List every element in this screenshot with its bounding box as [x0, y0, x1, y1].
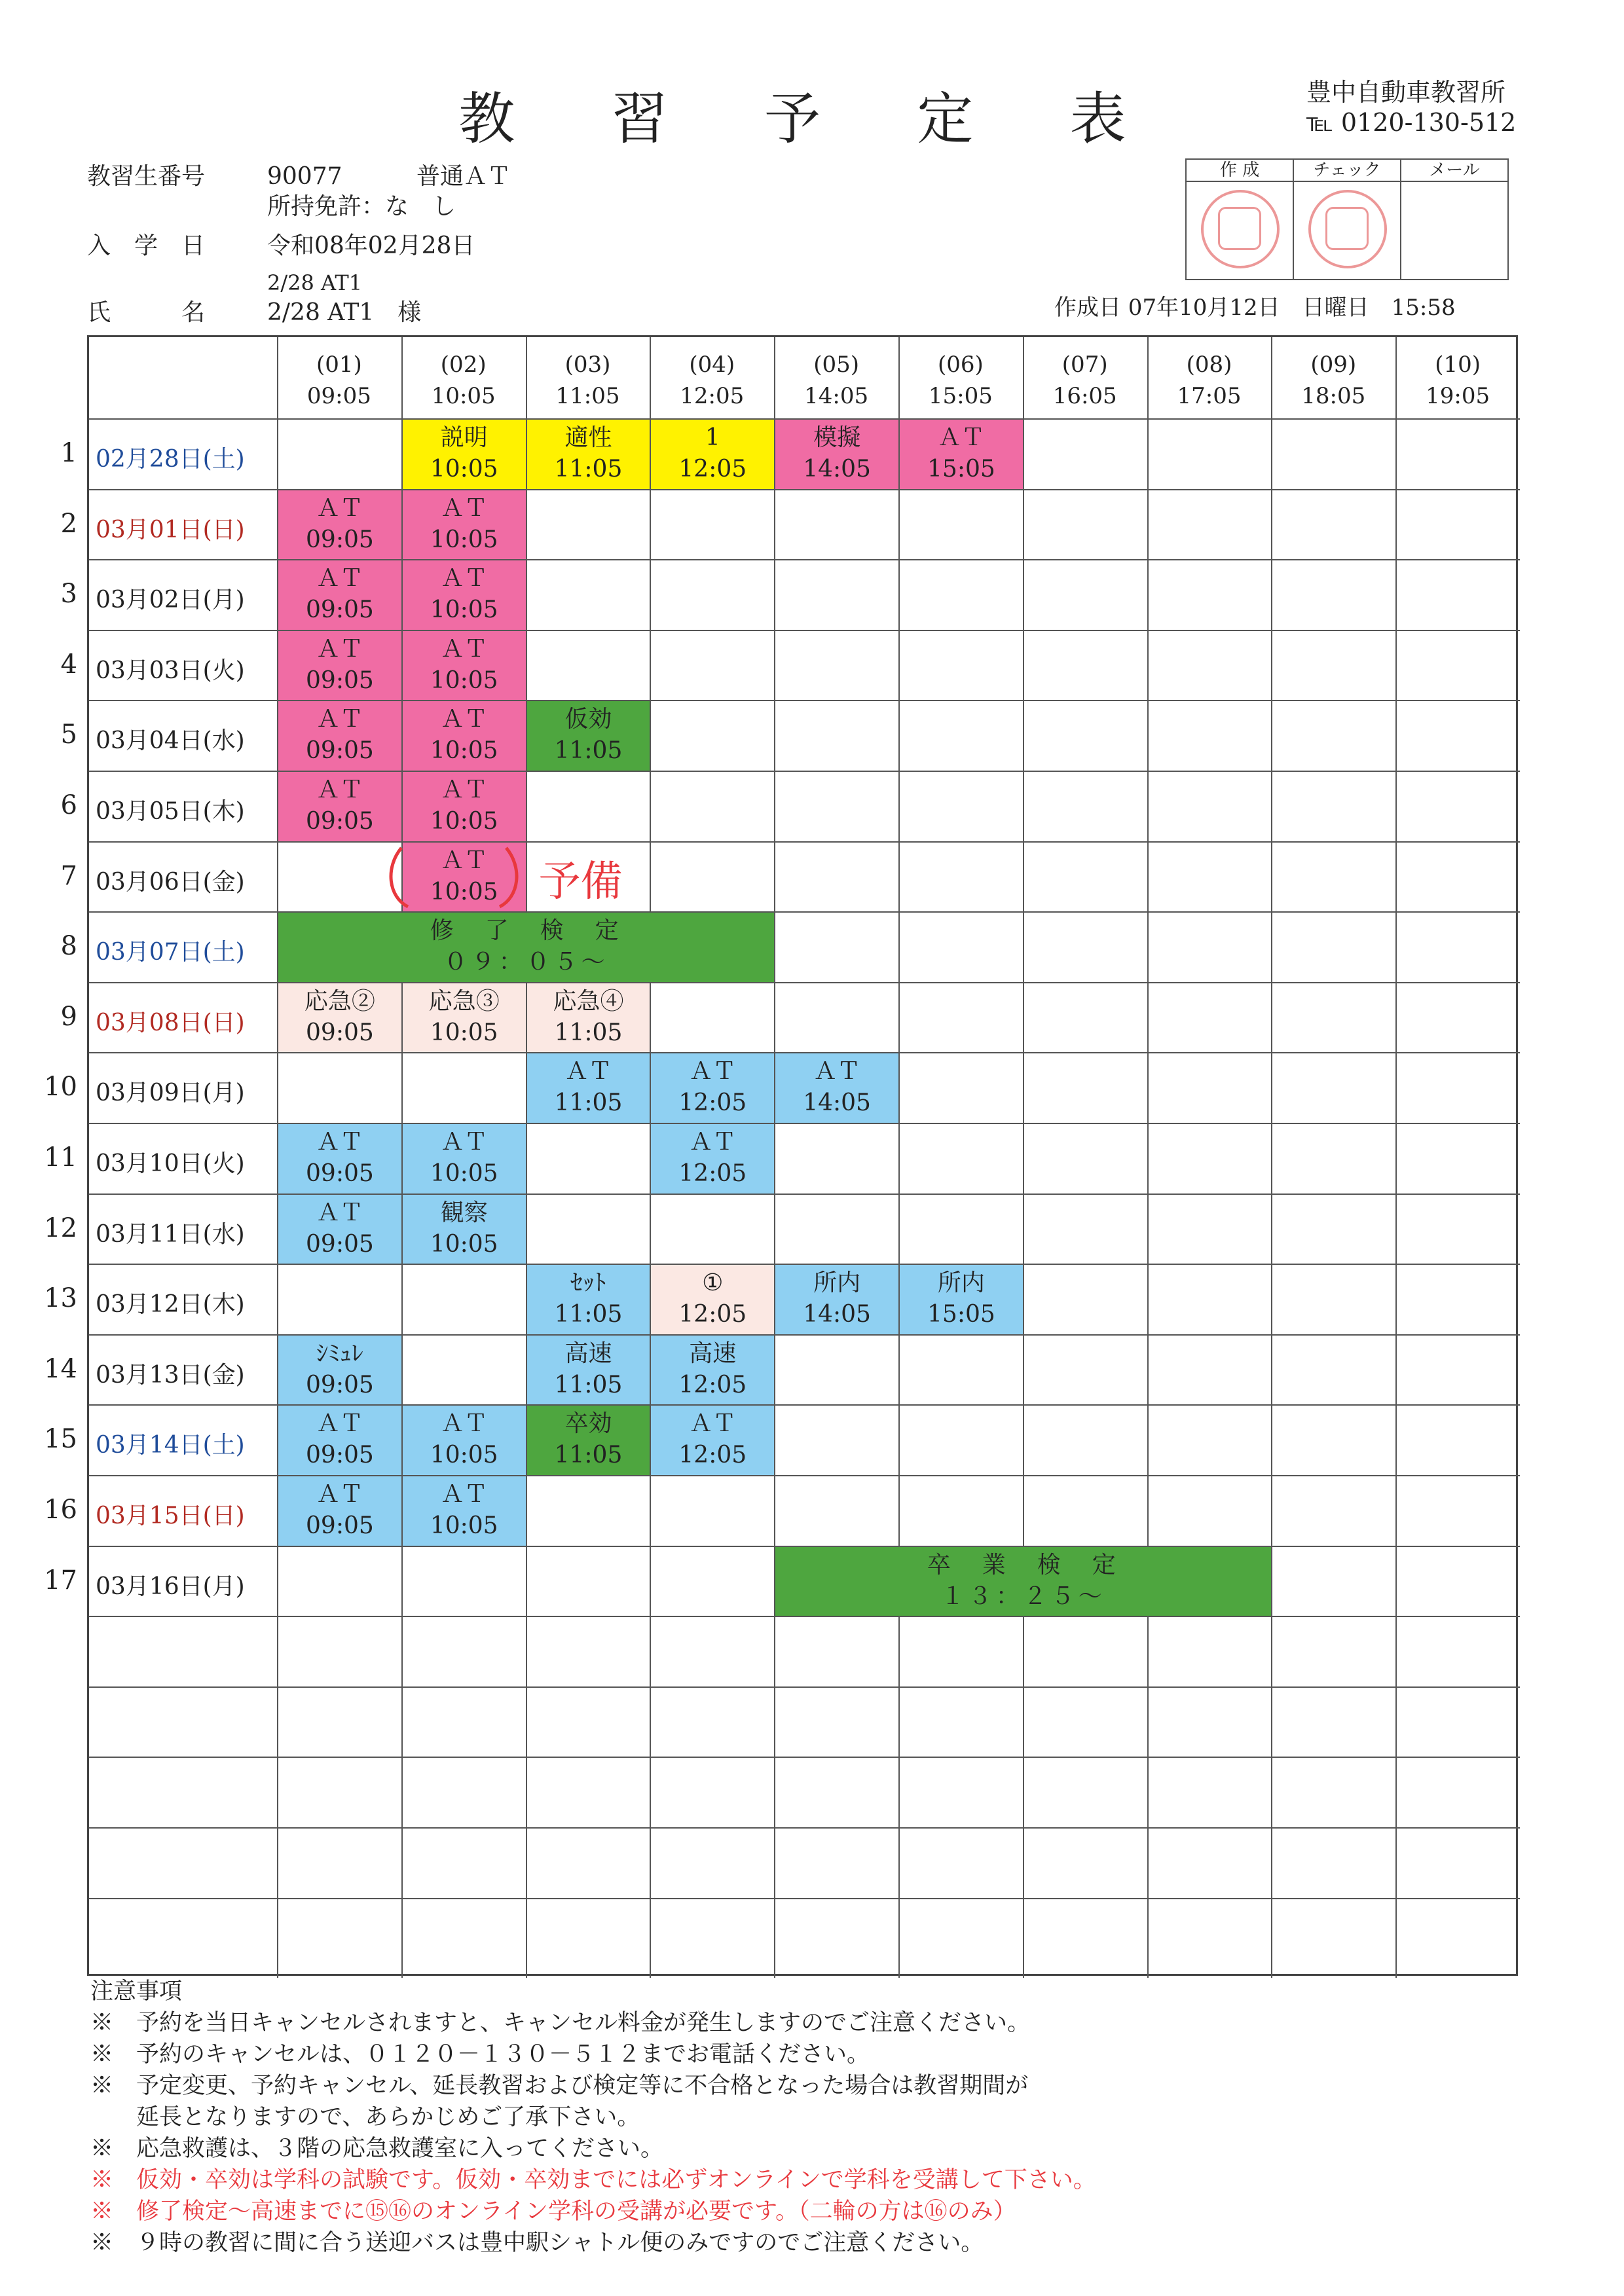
- stamp-col-mail: [1401, 160, 1507, 279]
- row-date: 03月11日(水): [96, 1220, 245, 1248]
- schedule-event[interactable]: ｾｯﾄ 11:05: [527, 1265, 650, 1334]
- schedule-event[interactable]: ＡＴ 10:05: [403, 631, 526, 701]
- schedule-event[interactable]: ＡＴ 11:05: [527, 1053, 650, 1123]
- schedule-event[interactable]: ＡＴ 09:05: [278, 1476, 401, 1546]
- row-number: 5: [60, 720, 77, 750]
- grid-col-line: [774, 337, 775, 1978]
- row-number: 9: [60, 1001, 77, 1032]
- row-date: 03月04日(水): [96, 727, 245, 755]
- row-number: 4: [60, 649, 77, 680]
- schedule-event[interactable]: ＡＴ 09:05: [278, 1124, 401, 1194]
- row-date: 03月03日(火): [96, 657, 245, 684]
- grid-row-line: [89, 1827, 1520, 1829]
- notes: [90, 1976, 1096, 2259]
- schedule-event[interactable]: ＡＴ 10:05: [403, 1406, 526, 1475]
- schedule-event[interactable]: 模擬 14:05: [775, 420, 898, 489]
- row-date: 03月01日(日): [96, 516, 245, 543]
- stamp-label: メール: [1401, 160, 1507, 182]
- column-header: (04) 12:05: [680, 352, 745, 409]
- note-item: ※ 予定変更、予約キャンセル、延長教習および検定等に不合格となった場合は教習期間が: [90, 2073, 1029, 2099]
- row-date: 03月09日(月): [96, 1080, 245, 1107]
- name-line2: 2/28 AT1 様: [267, 299, 422, 326]
- handwritten-circle: [382, 835, 526, 913]
- column-header: (09) 18:05: [1301, 352, 1366, 409]
- row-number: 3: [60, 579, 77, 610]
- column-header: (05) 14:05: [804, 352, 869, 409]
- row-date: 03月07日(土): [96, 939, 245, 966]
- schedule-event[interactable]: 観察 10:05: [403, 1195, 526, 1264]
- created-info: 作成日 07年10月12日 日曜日 15:58: [1054, 295, 1456, 321]
- schedule-event[interactable]: 1 12:05: [651, 420, 774, 489]
- note-item: ※ 予約のキャンセルは、０１２０－１３０－５１２までお電話ください。: [90, 2041, 870, 2068]
- row-number: 17: [44, 1565, 77, 1595]
- row-date: 03月14日(土): [96, 1432, 245, 1459]
- grid-row-line: [89, 841, 1520, 843]
- row-number: 8: [60, 931, 77, 962]
- row-date: 03月10日(火): [96, 1150, 245, 1177]
- schedule-event[interactable]: 卒 業 検 定 １３：２５～: [775, 1547, 1271, 1616]
- row-date: 02月28日(土): [96, 446, 245, 473]
- note-item: ※ 予約を当日キャンセルされますと、キャンセル料金が発生しますのでご注意ください。: [90, 2010, 1031, 2036]
- grid-row-line: [89, 1686, 1520, 1688]
- row-number: 2: [60, 508, 77, 539]
- stamp-box: [1185, 158, 1509, 280]
- grid-row-line: [89, 1616, 1520, 1617]
- row-number: 10: [44, 1072, 77, 1102]
- row-number: 11: [44, 1142, 77, 1173]
- stamp-col-create: [1187, 160, 1294, 279]
- name-label: 氏 名: [87, 299, 206, 326]
- schedule-event[interactable]: ＡＴ 09:05: [278, 1406, 401, 1475]
- grid-col-line: [898, 337, 900, 1978]
- seal-stamp: [1201, 190, 1280, 268]
- row-date: 03月16日(月): [96, 1573, 245, 1600]
- student-number-label: 教習生番号: [87, 163, 206, 190]
- schedule-event[interactable]: ＡＴ 10:05: [403, 701, 526, 771]
- row-date: 03月15日(日): [96, 1503, 245, 1529]
- school-name: 豊中自動車教習所: [1306, 78, 1506, 107]
- stamp-col-check: [1294, 160, 1401, 279]
- row-number: 15: [44, 1424, 77, 1455]
- schedule-event[interactable]: 応急④ 11:05: [527, 983, 650, 1053]
- schedule-event[interactable]: ＡＴ 12:05: [651, 1053, 774, 1123]
- schedule-event[interactable]: 高速 11:05: [527, 1336, 650, 1405]
- schedule-event[interactable]: 適性 11:05: [527, 420, 650, 489]
- note-item: 延長となりますので、あらかじめご了承下さい。: [90, 2104, 640, 2130]
- stamp-label: 作 成: [1187, 160, 1293, 182]
- schedule-event[interactable]: 応急③ 10:05: [403, 983, 526, 1053]
- schedule-event[interactable]: 応急② 09:05: [278, 983, 401, 1053]
- stamp-label: チェック: [1294, 160, 1400, 182]
- schedule-event[interactable]: ＡＴ 09:05: [278, 772, 401, 841]
- schedule-event[interactable]: ＡＴ 10:05: [403, 843, 526, 912]
- grid-col-line: [1395, 337, 1397, 1978]
- school-info: [1306, 77, 1516, 137]
- handwritten-note: 予備: [538, 857, 623, 906]
- row-number: 16: [44, 1495, 77, 1525]
- page-title: 教 習 予 定 表: [458, 86, 1166, 152]
- row-date: 03月02日(月): [96, 587, 245, 614]
- grid-row-line: [89, 1898, 1520, 1899]
- schedule-event[interactable]: ＡＴ 14:05: [775, 1053, 898, 1123]
- schedule-event[interactable]: 説明 10:05: [403, 420, 526, 489]
- schedule-event[interactable]: 所内 15:05: [900, 1265, 1023, 1334]
- schedule-event[interactable]: ＡＴ 10:05: [403, 1476, 526, 1546]
- schedule-event[interactable]: ＡＴ 10:05: [403, 1124, 526, 1194]
- schedule-event[interactable]: ｼﾐｭﾚ 09:05: [278, 1336, 401, 1405]
- schedule-event[interactable]: 所内 14:05: [775, 1265, 898, 1334]
- schedule-event[interactable]: ＡＴ 09:05: [278, 631, 401, 701]
- row-number: 14: [44, 1353, 77, 1384]
- notes-heading: 注意事項: [90, 1978, 183, 2005]
- row-date: 03月06日(金): [96, 868, 245, 896]
- course: 普通ＡＴ: [416, 163, 511, 190]
- note-item: ※ 修了検定～高速までに⑮⑯のオンライン学科の受講が必要です。（二輪の方は⑯のみ）: [90, 2198, 1016, 2225]
- schedule-event[interactable]: 修 了 検 定 ０９：０５～: [278, 913, 774, 982]
- grid-row-line: [89, 1757, 1520, 1758]
- note-item: ※ 仮効・卒効は学科の試験です。仮効・卒効までには必ずオンラインで学科を受講して下さい。: [90, 2167, 1096, 2193]
- note-item: ※ 応急救護は、３階の応急救護室に入ってください。: [90, 2136, 664, 2162]
- note-item: ※ ９時の教習に間に合う送迎バスは豊中駅シャトル便のみですのでご注意ください。: [90, 2230, 984, 2256]
- schedule-event[interactable]: ＡＴ 12:05: [651, 1406, 774, 1475]
- column-header: (01) 09:05: [306, 352, 371, 409]
- schedule-event[interactable]: ＡＴ 10:05: [403, 560, 526, 630]
- notes-list: [90, 2007, 1096, 2259]
- schedule-event[interactable]: 高速 12:05: [651, 1336, 774, 1405]
- schedule-event[interactable]: ＡＴ 09:05: [278, 701, 401, 771]
- row-number: 12: [44, 1212, 77, 1243]
- column-header: (08) 17:05: [1177, 352, 1242, 409]
- enroll-label: 入 学 日: [87, 232, 206, 259]
- row-number: 1: [60, 438, 77, 468]
- row-date: 03月08日(日): [96, 1009, 245, 1036]
- row-number: 7: [60, 860, 77, 891]
- schedule-event[interactable]: ＡＴ 12:05: [651, 1124, 774, 1194]
- name-line1: 2/28 AT1: [267, 270, 363, 295]
- row-number: 13: [44, 1283, 77, 1314]
- school-tel: ℡ 0120-130-512: [1306, 108, 1517, 137]
- grid-col-line: [1271, 337, 1272, 1978]
- schedule-grid: [44, 335, 1518, 1976]
- license: 所持免許：な し: [267, 193, 456, 220]
- row-date: 03月12日(木): [96, 1291, 245, 1319]
- grid-col-line: [1147, 337, 1149, 1978]
- column-header: (10) 19:05: [1426, 352, 1490, 409]
- schedule-event[interactable]: ＡＴ 09:05: [278, 490, 401, 560]
- seal-stamp: [1308, 190, 1387, 268]
- row-date: 03月13日(金): [96, 1361, 245, 1389]
- schedule-event[interactable]: 仮効 11:05: [527, 701, 650, 771]
- schedule-event[interactable]: ＡＴ 15:05: [900, 420, 1023, 489]
- schedule-event[interactable]: 卒効 11:05: [527, 1406, 650, 1475]
- schedule-event[interactable]: ① 12:05: [651, 1265, 774, 1334]
- schedule-event[interactable]: ＡＴ 10:05: [403, 490, 526, 560]
- enroll-date: 令和08年02月28日: [267, 232, 475, 259]
- column-header: (06) 15:05: [928, 352, 993, 409]
- row-number: 6: [60, 790, 77, 820]
- schedule-event[interactable]: ＡＴ 09:05: [278, 1195, 401, 1264]
- column-header: (03) 11:05: [555, 352, 620, 409]
- row-date: 03月05日(木): [96, 798, 245, 825]
- student-number: 90077: [267, 163, 342, 190]
- schedule-event[interactable]: ＡＴ 10:05: [403, 772, 526, 841]
- schedule-event[interactable]: ＡＴ 09:05: [278, 560, 401, 630]
- grid-col-line: [526, 337, 527, 1978]
- grid-col-line: [1023, 337, 1024, 1978]
- column-header: (07) 16:05: [1052, 352, 1117, 409]
- column-header: (02) 10:05: [431, 352, 496, 409]
